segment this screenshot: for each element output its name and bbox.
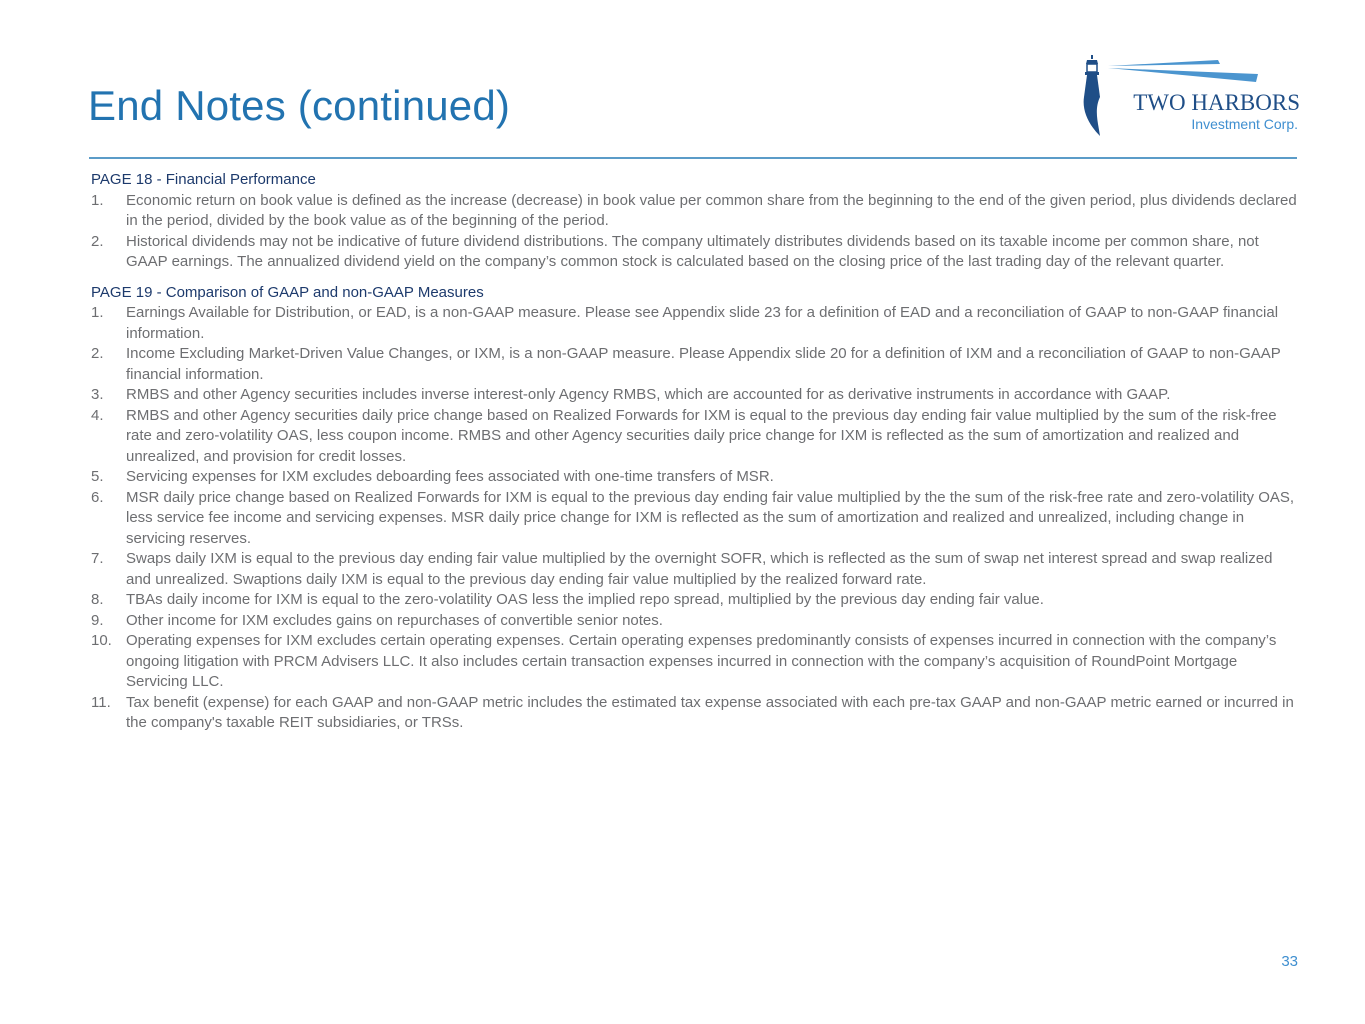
note-text: TBAs daily income for IXM is equal to the zero-volatility OAS less the implied repo spread, multiplied by the previous day ending fair value. xyxy=(126,591,1044,608)
lighthouse-icon xyxy=(1084,55,1100,136)
note-number: 7. xyxy=(91,550,104,567)
note-text: Income Excluding Market-Driven Value Changes, or IXM, is a non-GAAP measure. Please Appendix slide 20 for a definition of IXM and a reconciliation of GAAP to non-GAAP financial information. xyxy=(126,345,1281,383)
note-text: Economic return on book value is defined as the increase (decrease) in book value per common share from the beginning to the end of the given period, plus dividends declared in the period, divided by the book value as of the beginning of the period. xyxy=(126,191,1297,229)
logo-name: TWO HARBORS xyxy=(1133,90,1300,115)
lighthouse-beam-lower xyxy=(1108,68,1258,82)
section-heading: PAGE 19 - Comparison of GAAP and non-GAAP Measures xyxy=(91,283,484,301)
note-item xyxy=(91,611,1301,632)
note-item xyxy=(91,467,1301,488)
note-text: Servicing expenses for IXM excludes deboarding fees associated with one-time transfers of MSR. xyxy=(126,468,774,485)
two-harbors-logo xyxy=(1078,52,1308,142)
note-number: 6. xyxy=(91,488,104,506)
title-divider xyxy=(89,157,1297,159)
logo-tagline: Investment Corp. xyxy=(1191,116,1298,132)
note-number: 10. xyxy=(91,632,112,649)
section-page-18 xyxy=(91,170,1301,273)
note-text: MSR daily price change based on Realized Forwards for IXM is equal to the previous day ending fair value multiplied by the the sum of the risk-free rate and zero-volatility OAS, less service fee income and servicing expenses. MSR daily price change for IXM is reflected as the sum of amortization and realized and unrealized, including change in servicing reserves. xyxy=(126,488,1295,547)
note-number: 9. xyxy=(91,611,104,629)
page-number: 33 xyxy=(1281,953,1298,970)
note-text: Historical dividends may not be indicative of future dividend distributions. The company ultimately distributes dividends based on its taxable income per common share, not GAAP earnings. The annualized dividend yield on the company’s common stock is calculated based on the closing price of the last trading day of the relevant quarter. xyxy=(126,232,1259,270)
notes-list xyxy=(91,303,1301,734)
note-number: 2. xyxy=(91,232,104,250)
note-number: 4. xyxy=(91,406,104,424)
note-text: RMBS and other Agency securities includes inverse interest-only Agency RMBS, which are accounted for as derivative instruments in accordance with GAAP. xyxy=(126,386,1171,403)
note-number: 1. xyxy=(91,304,104,321)
note-item xyxy=(91,191,1301,232)
note-item xyxy=(91,488,1301,550)
note-number: 3. xyxy=(91,386,104,403)
note-item xyxy=(91,344,1301,385)
note-item xyxy=(91,303,1301,344)
note-text: Other income for IXM excludes gains on repurchases of convertible senior notes. xyxy=(126,611,663,629)
notes-list xyxy=(91,191,1301,273)
note-number: 11. xyxy=(91,693,111,711)
note-number: 8. xyxy=(91,591,104,608)
note-text: Earnings Available for Distribution, or EAD, is a non-GAAP measure. Please see Appendix slide 23 for a definition of EAD and a reconciliation of GAAP to non-GAAP financial information. xyxy=(126,304,1279,342)
note-item xyxy=(91,232,1301,273)
note-item xyxy=(91,631,1301,693)
page-title: End Notes (continued) xyxy=(88,82,511,129)
note-number: 2. xyxy=(91,345,104,362)
section-heading: PAGE 18 - Financial Performance xyxy=(91,171,316,188)
note-text: RMBS and other Agency securities daily price change based on Realized Forwards for IXM is equal to the previous day ending fair value multiplied by the sum of the risk-free rate and zero-volatility OAS, less coupon income. RMBS and other Agency securities daily price change for IXM is reflected as the sum of amortization and realized and unrealized, and provision for credit losses. xyxy=(126,406,1277,465)
note-text: Operating expenses for IXM excludes certain operating expenses. Certain operating expenses predominantly consists of expenses incurred in connection with the company’s ongoing litigation with PRCM Advisers LLC. It also includes certain transaction expenses incurred in connection with the company’s acquisition of RoundPoint Mortgage Servicing LLC. xyxy=(126,632,1277,690)
note-number: 5. xyxy=(91,468,104,485)
section-page-19 xyxy=(91,283,1301,734)
note-item xyxy=(91,549,1301,590)
note-text: Swaps daily IXM is equal to the previous day ending fair value multiplied by the overnight SOFR, which is reflected as the sum of swap net interest spread and swap realized and unrealized. Swaptions daily IXM is equal to the previous day ending fair value multiplied by the realized forward rate. xyxy=(126,550,1273,588)
note-item xyxy=(91,406,1301,468)
note-item xyxy=(91,590,1301,611)
note-item xyxy=(91,693,1301,734)
note-number: 1. xyxy=(91,191,104,209)
end-notes xyxy=(91,170,1301,744)
note-item xyxy=(91,385,1301,406)
lighthouse-beam-upper xyxy=(1108,60,1220,66)
note-text: Tax benefit (expense) for each GAAP and non-GAAP metric includes the estimated tax expense associated with each pre-tax GAAP and non-GAAP metric earned or incurred in the company's taxable REIT subsidiaries, or TRSs. xyxy=(126,693,1294,731)
